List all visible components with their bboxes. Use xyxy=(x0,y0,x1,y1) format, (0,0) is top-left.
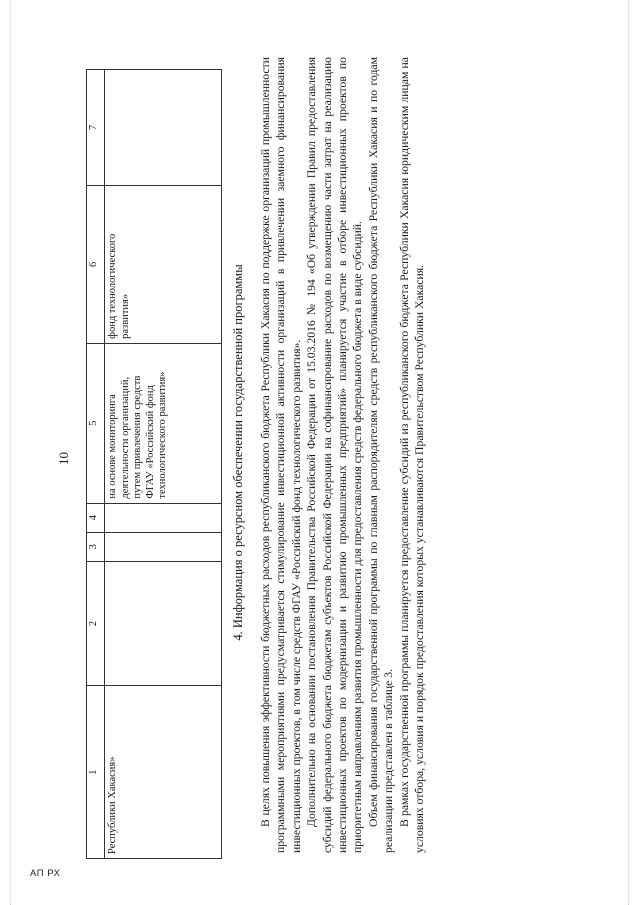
column-header: 5 xyxy=(87,343,105,503)
table-row xyxy=(105,70,222,859)
paragraph: В рамках государственной программы планируется предоставление субсидий из республиканского бюджета Республики Хакасия юридическим лицам на условиях отбора, условия и порядок предоставления которых устанавливаются Правительством Республики Хакасия. xyxy=(397,57,427,853)
archive-stamp: АП РХ xyxy=(30,868,61,879)
continuation-table xyxy=(86,69,222,859)
table-cell: фонд технологического развития» xyxy=(105,185,222,343)
body-text xyxy=(258,57,427,853)
section-heading: 4. Информация о ресурсном обеспечении государственной программы xyxy=(231,264,245,641)
table-cell xyxy=(105,503,222,532)
table-cell xyxy=(105,561,222,686)
page-number: 10 xyxy=(56,452,71,465)
paragraph: Объем финансирования государственной программы по главным распорядителям средств республиканского бюджета Республики Хакасия и по годам реализации представлен в таблице 3. xyxy=(366,57,396,853)
column-header: 1 xyxy=(87,686,105,859)
paragraph: В целях повышения эффективности бюджетных расходов республиканского бюджета Республики Хакасия по поддержке организаций промышленности программными мероприятиями предусматривается стимулирование инвестиционной активности организаций в привлечении заемного финансирования инвестиционных проектов, в том числе средств ФГАУ «Российский фонд технологического развития». xyxy=(259,57,303,853)
table-header-row xyxy=(87,70,105,859)
paragraph: Дополнительно на основании постановления Правительства Российской Федерации от 15.03.2016 № 194 «Об утверждении Правил предоставления субсидий федерального бюджета бюджетам субъектов Российской Федерации на софинансирование расходов по возмещению части затрат на реализацию инвестиционных проектов по модернизации и развитию промышленных предприятий» планируется участие в отборе инвестиционных проектов по приоритетным направлениям развития промышленности для предоставления средств федерального бюджета в виде субсидий. xyxy=(305,57,365,853)
table-cell xyxy=(105,70,222,186)
table-cell: на основе мониторинга деятельности организаций, путем привлечения средств ФГАУ «Российский фонд технологического развития» xyxy=(105,343,222,503)
column-header: 2 xyxy=(87,561,105,686)
column-header: 4 xyxy=(87,503,105,532)
column-header: 7 xyxy=(87,70,105,186)
column-header: 3 xyxy=(87,532,105,561)
table-cell: Республики Хакасия» xyxy=(105,686,222,859)
column-header: 6 xyxy=(87,185,105,343)
table-cell xyxy=(105,532,222,561)
